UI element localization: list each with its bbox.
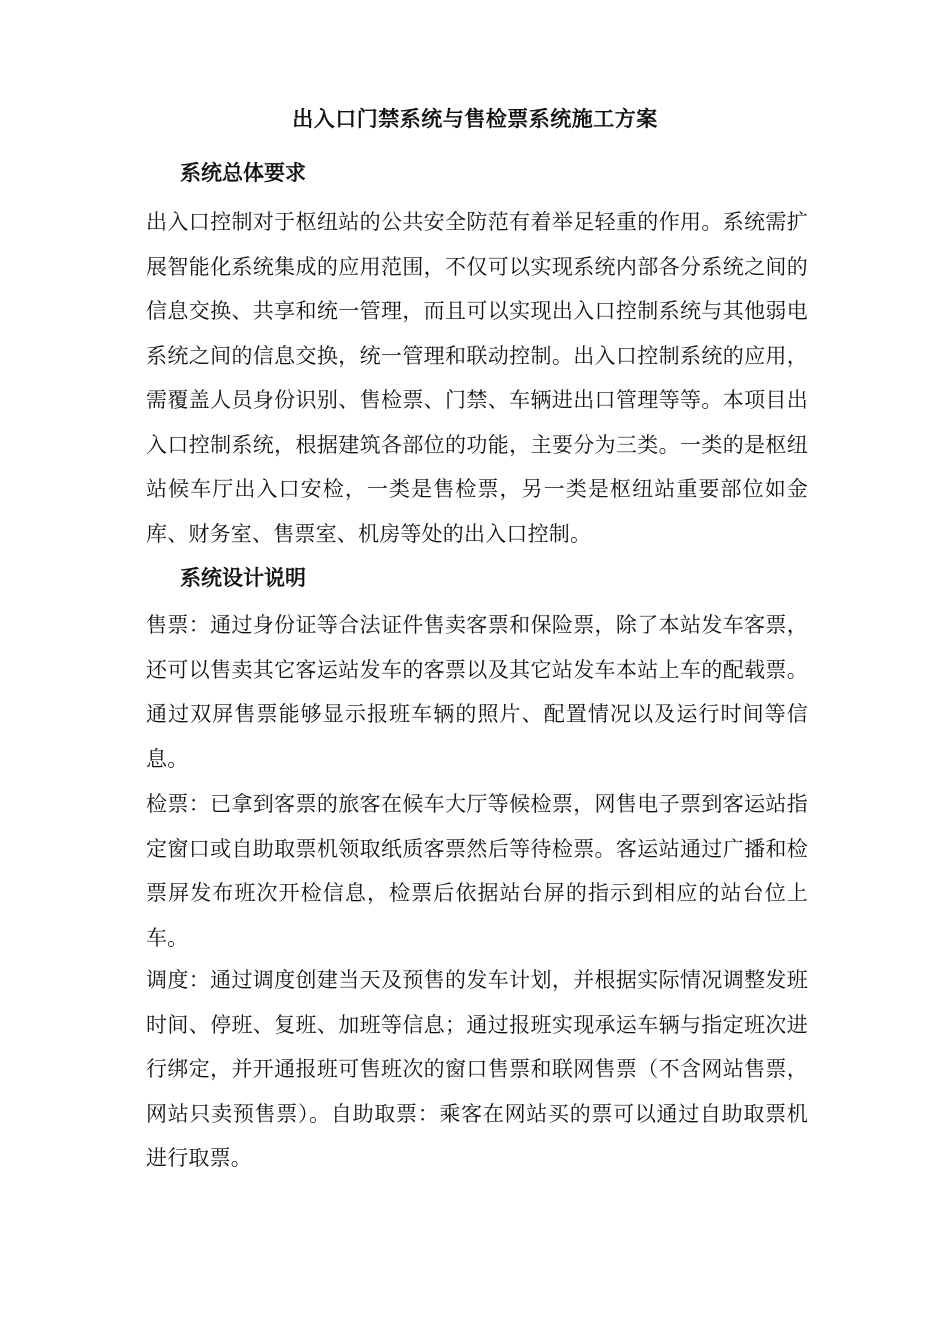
paragraph-ticket-sales: 售票：通过身份证等合法证件售卖客票和保险票，除了本站发车客票，还可以售卖其它客运站发车的客票以及其它站发车本站上车的配载票。通过双屏售票能够显示报班车辆的照片、配置情况以及运行时间等信息。	[146, 613, 808, 771]
paragraph-dispatch: 调度：通过调度创建当天及预售的发车计划，并根据实际情况调整发班时间、停班、复班、加班等信息；通过报班实现承运车辆与指定班次进行绑定，并开通报班可售班次的窗口售票和联网售票（不含网站售票，网站只卖预售票）。自助取票：乘客在网站买的票可以通过自助取票机进行取票。	[146, 968, 808, 1170]
paragraph-ticket-check: 检票：已拿到客票的旅客在候车大厅等候检票，网售电子票到客运站指定窗口或自助取票机领取纸质客票然后等待检票。客运站通过广播和检票屏发布班次开检信息，检票后依据站台屏的指示到相应的站台位上车。	[146, 792, 808, 950]
section-heading-overall-requirements: 系统总体要求	[180, 160, 306, 185]
paragraph-overall-requirements: 出入口控制对于枢纽站的公共安全防范有着举足轻重的作用。系统需扩展智能化系统集成的应用范围，不仅可以实现系统内部各分系统之间的信息交换、共享和统一管理，而且可以实现出入口控制系统与其他弱电系统之间的信息交换，统一管理和联动控制。出入口控制系统的应用，需覆盖人员身份识别、售检票、门禁、车辆进出口管理等等。本项目出入口控制系统，根据建筑各部位的功能，主要分为三类。一类的是枢纽站候车厅出入口安检，一类是售检票，另一类是枢纽站重要部位如金库、财务室、售票室、机房等处的出入口控制。	[146, 210, 808, 546]
document-title: 出入口门禁系统与售检票系统施工方案	[292, 106, 658, 131]
section-heading-design-description: 系统设计说明	[180, 565, 306, 590]
